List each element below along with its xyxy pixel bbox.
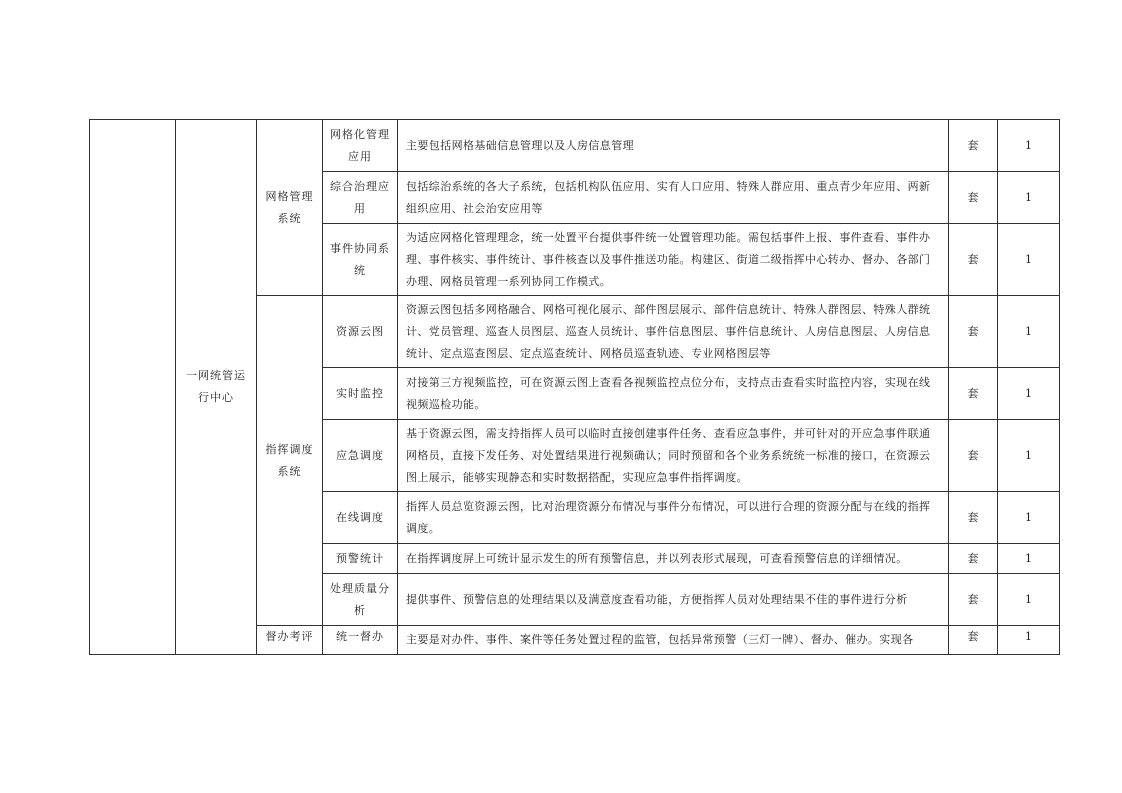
subsystem-cell: 实时监控: [323, 368, 398, 420]
table-row: [90, 120, 1060, 172]
spec-table: [89, 119, 1060, 655]
unit-cell: 套: [949, 172, 998, 224]
subsystem-cell: 综合治理应用: [323, 172, 398, 224]
description-cell: 在指挥调度屏上可统计显示发生的所有预警信息，并以列表形式展现，可查看预警信息的详细情况。: [398, 544, 949, 574]
qty-cell: 1: [998, 172, 1060, 224]
index-cell: [90, 120, 176, 655]
group-cell: 督办考评: [257, 626, 323, 655]
qty-cell: 1: [998, 544, 1060, 574]
qty-cell: 1: [998, 574, 1060, 626]
qty-cell: 1: [998, 492, 1060, 544]
description-cell: 主要是对办件、事件、案件等任务处置过程的监管，包括异常预警（三灯一牌）、督办、催办。实现各: [398, 626, 949, 655]
unit-cell: 套: [949, 492, 998, 544]
description-cell: 为适应网格化管理理念，统一处置平台提供事件统一处置管理功能。需包括事件上报、事件查看、事件办理、事件核实、事件统计、事件核查以及事件推送功能。构建区、街道二级指挥中心转办、督办、各部门办理、网格员管理一系列协同工作模式。: [398, 224, 949, 296]
description-cell: 对接第三方视频监控，可在资源云图上查看各视频监控点位分布，支持点击查看实时监控内容，实现在线视频巡检功能。: [398, 368, 949, 420]
subsystem-cell: 网格化管理应用: [323, 120, 398, 172]
description-cell: 指挥人员总览资源云图，比对治理资源分布情况与事件分布情况，可以进行合理的资源分配与在线的指挥调度。: [398, 492, 949, 544]
unit-cell: 套: [949, 420, 998, 492]
subsystem-cell: 预警统计: [323, 544, 398, 574]
unit-cell: 套: [949, 368, 998, 420]
group-cell: 网格管理系统: [257, 120, 323, 296]
subsystem-cell: 事件协同系统: [323, 224, 398, 296]
category-cell: 一网统管运行中心: [176, 120, 257, 655]
subsystem-cell: 应急调度: [323, 420, 398, 492]
qty-cell: 1: [998, 120, 1060, 172]
unit-cell: 套: [949, 574, 998, 626]
description-cell: 基于资源云图，需支持指挥人员可以临时直接创建事件任务、查看应急事件，并可针对的开应急事件联通网格员，直接下发任务、对处置结果进行视频确认；同时预留和各个业务系统统一标准的接口，在资源云图上展示，能够实现静态和实时数据搭配，实现应急事件指挥调度。: [398, 420, 949, 492]
description-cell: 资源云图包括多网格融合、网格可视化展示、部件图层展示、部件信息统计、特殊人群图层、特殊人群统计、党员管理、巡查人员图层、巡查人员统计、事件信息图层、事件信息统计、人房信息图层、人房信息统计、定点巡查图层、定点巡查统计、网格员巡查轨迹、专业网格图层等: [398, 296, 949, 368]
description-cell: 包括综治系统的各大子系统，包括机构队伍应用、实有人口应用、特殊人群应用、重点青少年应用、两新组织应用、社会治安应用等: [398, 172, 949, 224]
subsystem-cell: 资源云图: [323, 296, 398, 368]
subsystem-cell: 在线调度: [323, 492, 398, 544]
unit-cell: 套: [949, 626, 998, 655]
qty-cell: 1: [998, 626, 1060, 655]
unit-cell: 套: [949, 296, 998, 368]
description-cell: 主要包括网格基础信息管理以及人房信息管理: [398, 120, 949, 172]
group-cell: 指挥调度系统: [257, 296, 323, 626]
subsystem-cell: 处理质量分析: [323, 574, 398, 626]
qty-cell: 1: [998, 296, 1060, 368]
qty-cell: 1: [998, 368, 1060, 420]
description-cell: 提供事件、预警信息的处理结果以及满意度查看功能，方便指挥人员对处理结果不佳的事件进行分析: [398, 574, 949, 626]
subsystem-cell: 统一督办: [323, 626, 398, 655]
unit-cell: 套: [949, 224, 998, 296]
unit-cell: 套: [949, 544, 998, 574]
unit-cell: 套: [949, 120, 998, 172]
qty-cell: 1: [998, 224, 1060, 296]
qty-cell: 1: [998, 420, 1060, 492]
